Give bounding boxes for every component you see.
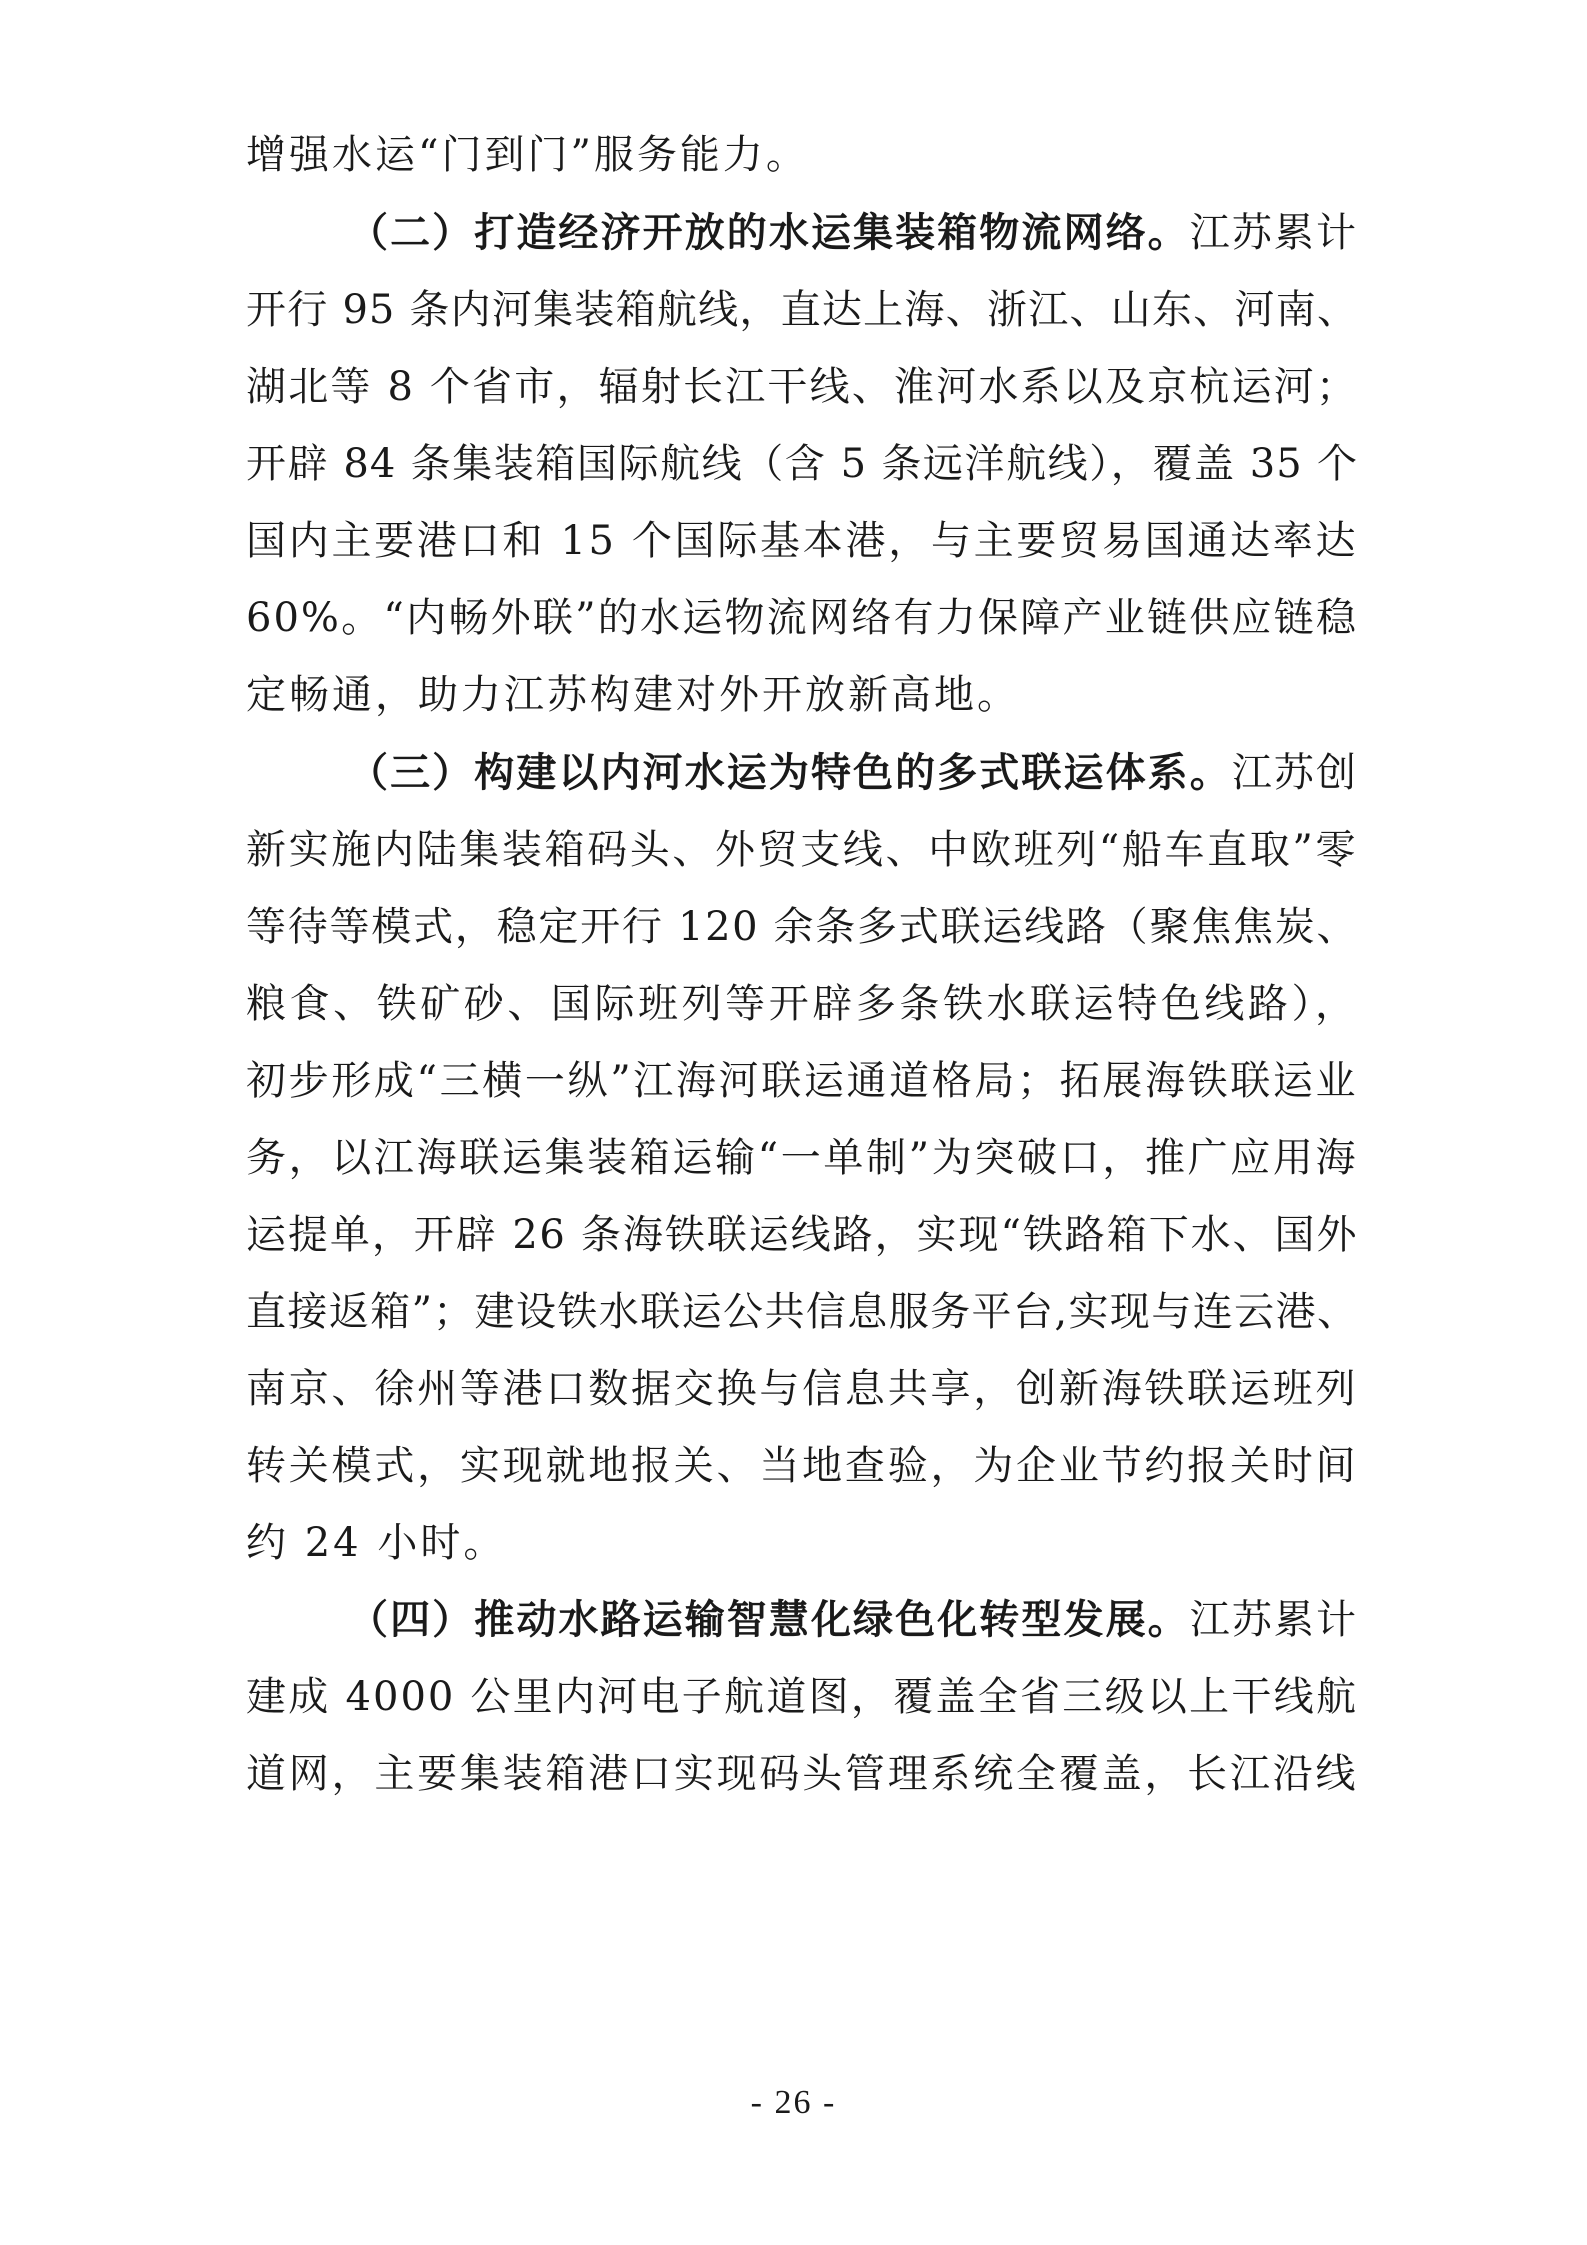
text-line <box>246 588 1358 648</box>
text-line <box>246 1205 1358 1265</box>
text-line <box>246 820 1358 880</box>
section-heading: （三）构建以内河水运为特色的多式联运体系。 <box>348 749 1232 796</box>
text-line <box>246 1744 1358 1804</box>
line-text: 转关模式，实现就地报关、当地查验，为企业节约报关时间 <box>246 1443 1358 1489</box>
line-text: 初步形成“三横一纵”江海河联运通道格局；拓展海铁联运业 <box>246 1058 1358 1104</box>
line-text: 建成 4000 公里内河电子航道图，覆盖全省三级以上干线航 <box>246 1674 1358 1720</box>
line-text: 务，以江海联运集装箱运输“一单制”为突破口，推广应用海 <box>246 1135 1358 1181</box>
text-line <box>246 1359 1358 1419</box>
line-text: 运提单，开辟 26 条海铁联运线路，实现“铁路箱下水、国外 <box>246 1212 1358 1258</box>
text-line <box>246 280 1358 340</box>
page-number: - 26 - <box>750 2084 837 2121</box>
text-line <box>246 897 1358 957</box>
line-text: 直接返箱”；建设铁水联运公共信息服务平台,实现与连云港、 <box>246 1289 1358 1335</box>
line-text: 南京、徐州等港口数据交换与信息共享，创新海铁联运班列 <box>246 1366 1358 1412</box>
line-text: 增强水运“门到门”服务能力。 <box>246 132 809 178</box>
line-text: 开行 95 条内河集装箱航线，直达上海、浙江、山东、河南、 <box>246 287 1358 333</box>
line-text: 60%。“内畅外联”的水运物流网络有力保障产业链供应链稳 <box>246 595 1358 641</box>
line-text: 粮食、铁矿砂、国际班列等开辟多条铁水联运特色线路）， <box>246 981 1358 1027</box>
text-line <box>246 434 1358 494</box>
text-line <box>246 1282 1358 1342</box>
text-line <box>246 1667 1358 1727</box>
text-line <box>246 974 1358 1034</box>
line-text: 等待等模式，稳定开行 120 余条多式联运线路（聚焦焦炭、 <box>246 904 1358 950</box>
text-line <box>246 1436 1358 1496</box>
text-line <box>246 1128 1358 1188</box>
line-text: 湖北等 8 个省市，辐射长江干线、淮河水系以及京杭运河； <box>246 364 1358 410</box>
text-line <box>246 1513 1358 1573</box>
line-text: 江苏累计 <box>1189 210 1359 256</box>
section-heading-line <box>348 743 1358 803</box>
text-line <box>246 1051 1358 1111</box>
text-line <box>246 125 1358 185</box>
section-heading: （四）推动水路运输智慧化绿色化转型发展。 <box>348 1596 1190 1643</box>
line-text: 道网，主要集装箱港口实现码头管理系统全覆盖，长江沿线 <box>246 1751 1358 1797</box>
section-heading-line <box>348 1590 1358 1650</box>
text-line <box>246 511 1358 571</box>
section-heading-line <box>348 203 1358 263</box>
line-text: 开辟 84 条集装箱国际航线（含 5 条远洋航线），覆盖 35 个 <box>246 441 1358 487</box>
line-text: 定畅通，助力江苏构建对外开放新高地。 <box>246 672 1020 718</box>
line-text: 约 24 小时。 <box>246 1520 507 1566</box>
line-text: 江苏创 <box>1231 750 1359 796</box>
section-heading: （二）打造经济开放的水运集装箱物流网络。 <box>348 209 1190 256</box>
line-text: 国内主要港口和 15 个国际基本港，与主要贸易国通达率达 <box>246 518 1358 564</box>
line-text: 新实施内陆集装箱码头、外贸支线、中欧班列“船车直取”零 <box>246 827 1358 873</box>
line-text: 江苏累计 <box>1189 1597 1359 1643</box>
text-line <box>246 357 1358 417</box>
text-line <box>246 665 1358 725</box>
